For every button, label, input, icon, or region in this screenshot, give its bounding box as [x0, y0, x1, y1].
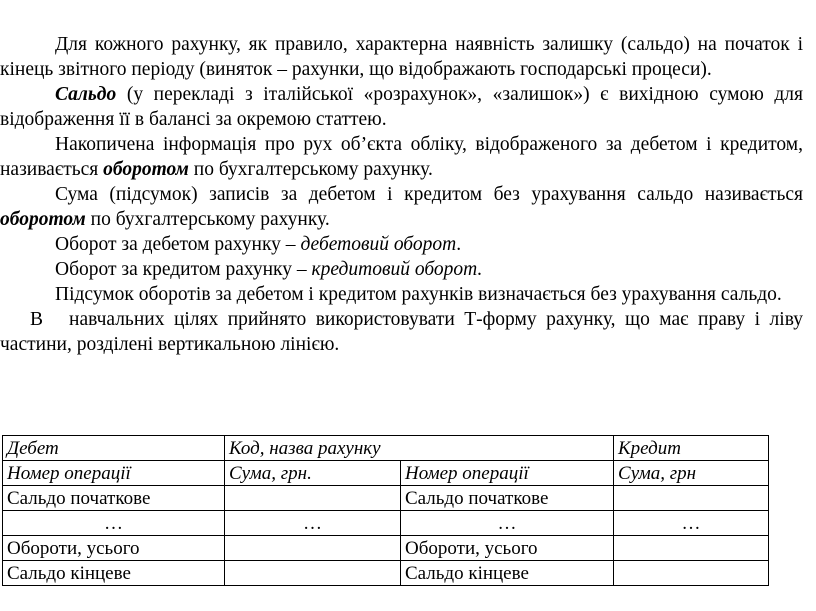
table-cell: …: [225, 511, 401, 536]
paragraph-turnover-sum: [0, 282, 816, 307]
paragraph-turnover-definition-2: [0, 182, 816, 232]
table-row: [3, 536, 769, 561]
subheader-cell: Сума, грн: [614, 461, 769, 486]
paragraph-text: Підсумок оборотів за дебетом і кредитом рахунків визначається без урахування сальдо.: [55, 284, 782, 305]
subheader-cell: Сума, грн.: [225, 461, 401, 486]
term-turnover: оборотом: [103, 159, 189, 180]
t-form-account-table: [2, 435, 769, 586]
table-cell: Сальдо кінцеве: [3, 561, 225, 586]
header-debit: Дебет: [3, 436, 225, 461]
paragraph-saldo-definition: [0, 82, 816, 132]
paragraph-text: (у перекладі з італійської «розрахунок», «залишок») є вихідною сумою для відображення її в балансі за окремою статтею.: [0, 84, 803, 130]
header-account: Код, назва рахунку: [225, 436, 614, 461]
table-cell: Обороти, усього: [401, 536, 614, 561]
term-debit-turnover: дебетовий оборот: [300, 234, 457, 255]
paragraph-debit-turnover: [0, 232, 816, 257]
paragraph-text: Накопичена інформація про рух об’єкта обліку, відображеного за дебетом і кредитом, називається: [0, 134, 803, 180]
paragraph-t-form: [0, 307, 816, 357]
paragraph-turnover-definition-1: [0, 132, 816, 182]
table-cell: …: [614, 511, 769, 536]
paragraph-text: Для кожного рахунку, як правило, характерна наявність залишку (сальдо) на початок і кінець звітного періоду (виняток – рахунки, що відображають господарські процеси).: [0, 34, 803, 80]
paragraph-credit-turnover: [0, 257, 816, 282]
paragraph-text: Оборот за кредитом рахунку –: [55, 259, 312, 280]
header-credit: Кредит: [614, 436, 769, 461]
table-cell: [225, 536, 401, 561]
table-cell: Сальдо початкове: [401, 486, 614, 511]
subheader-cell: Номер операції: [401, 461, 614, 486]
table-header-row: [3, 436, 769, 461]
table-row: [3, 486, 769, 511]
table-cell: [225, 561, 401, 586]
subheader-cell: Номер операції: [3, 461, 225, 486]
table-cell: [614, 486, 769, 511]
table-cell: Сальдо початкове: [3, 486, 225, 511]
document-page: [0, 32, 816, 357]
paragraph-text: .: [456, 234, 462, 255]
paragraph-text: по бухгалтерському рахунку.: [188, 159, 433, 180]
table-row: [3, 561, 769, 586]
table-cell: [225, 486, 401, 511]
table-cell: Сальдо кінцеве: [401, 561, 614, 586]
table-subheader-row: [3, 461, 769, 486]
term-saldo: Сальдо: [55, 84, 117, 105]
paragraph-balance-intro: [0, 32, 816, 82]
table-row: [3, 511, 769, 536]
table-cell: …: [3, 511, 225, 536]
paragraph-text: по бухгалтерському рахунку.: [85, 209, 330, 230]
table-cell: Обороти, усього: [3, 536, 225, 561]
term-turnover: оборотом: [0, 209, 86, 230]
paragraph-text: навчальних цілях прийнято використовувати Т-форму рахунку, що має праву і ліву частини, розділені вертикальною лінією.: [0, 309, 803, 355]
table-cell: [614, 536, 769, 561]
paragraph-text: Оборот за дебетом рахунку –: [55, 234, 301, 255]
paragraph-lead-letter: В: [30, 309, 44, 330]
paragraph-text: Сума (підсумок) записів за дебетом і кредитом без урахування сальдо називається: [55, 184, 803, 205]
table-cell: [614, 561, 769, 586]
table-cell: …: [401, 511, 614, 536]
term-credit-turnover: кредитовий оборот.: [311, 259, 483, 280]
